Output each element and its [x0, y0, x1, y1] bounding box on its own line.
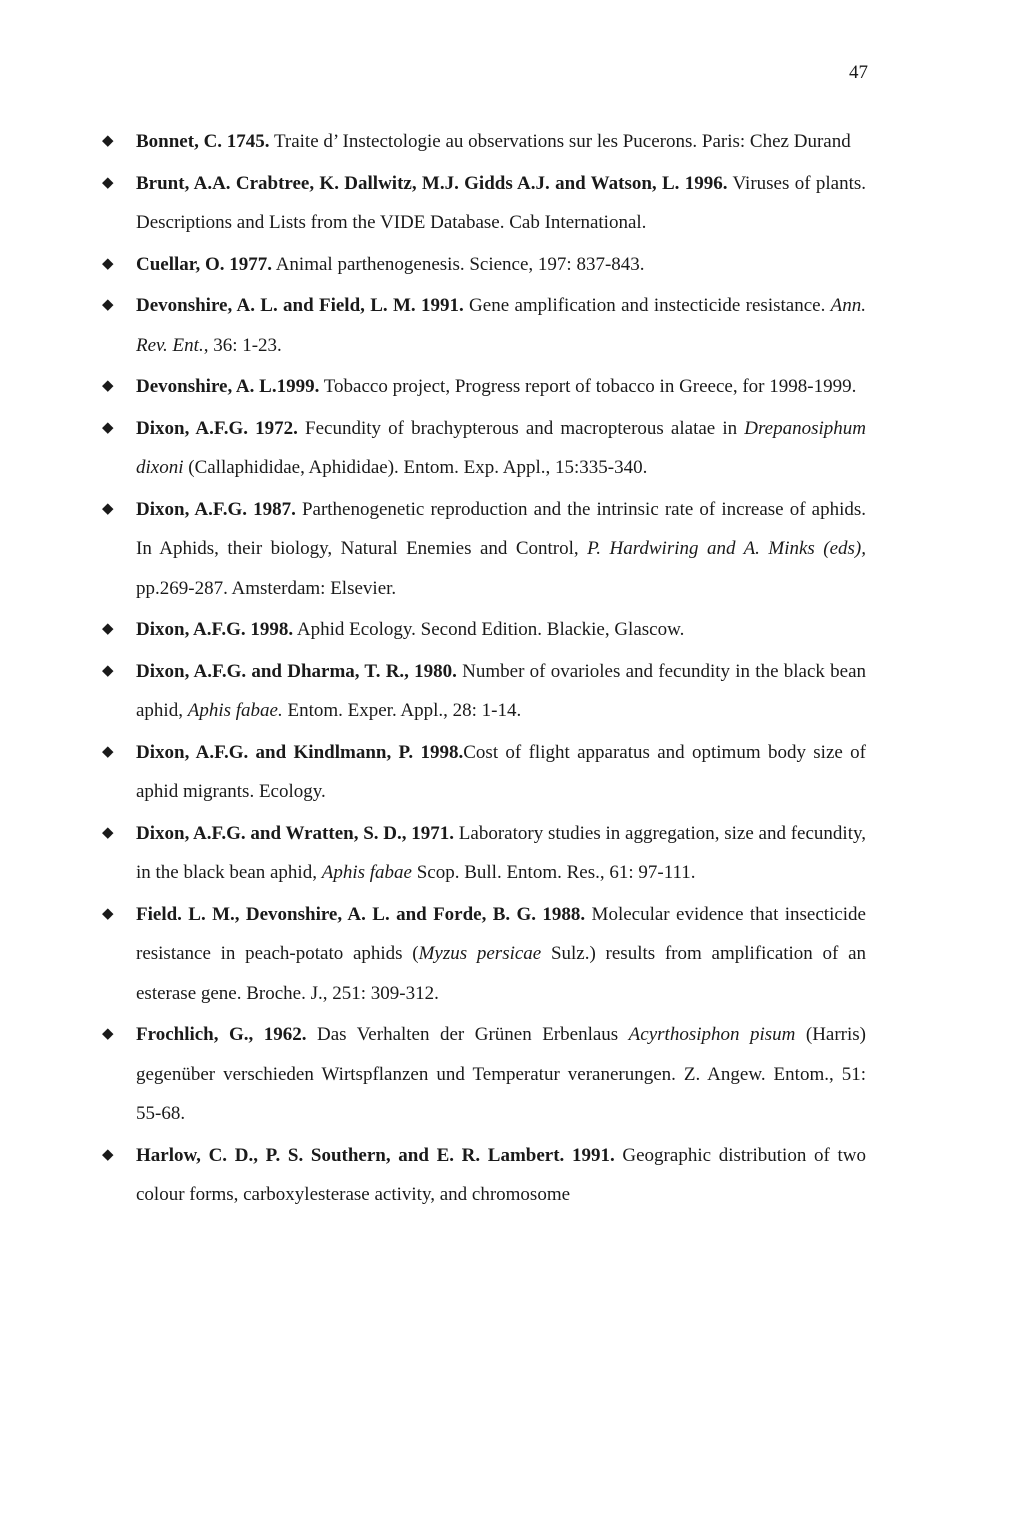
- reference-italic-text: Acyrthosiphon pisum: [628, 1024, 796, 1045]
- reference-text: Animal parthenogenesis. Science, 197: 837-843.: [272, 253, 645, 275]
- reference-text: , 36: 1-23.: [203, 334, 282, 356]
- diamond-bullet-icon: ◆: [102, 905, 114, 922]
- reference-author-year: Devonshire, A. L.1999.: [136, 376, 320, 397]
- reference-author-year: Dixon, A.F.G. and Wratten, S. D., 1971.: [136, 822, 455, 844]
- reference-entry: [102, 1136, 866, 1215]
- reference-text: Laboratory studies in aggregation, size and fecundity, in the black bean aphid,: [136, 822, 867, 883]
- reference-text: Aphid Ecology. Second Edition. Blackie, Glascow.: [293, 619, 685, 640]
- reference-italic-text: Aphis fabae: [321, 862, 412, 883]
- reference-author-year: Field. L. M., Devonshire, A. L. and Forde, B. G. 1988.: [136, 903, 586, 925]
- diamond-bullet-icon: ◆: [102, 621, 114, 637]
- reference-entry: [102, 286, 866, 365]
- diamond-bullet-icon: ◆: [102, 133, 114, 149]
- reference-author-year: Harlow, C. D., P. S. Southern, and E. R. Lambert. 1991.: [136, 1144, 615, 1166]
- diamond-bullet-icon: ◆: [102, 174, 114, 191]
- diamond-bullet-icon: ◆: [102, 662, 114, 679]
- reference-italic-text: P. Hardwiring and A. Minks (eds),: [587, 538, 867, 559]
- reference-text: Viruses of plants. Descriptions and Lists from the VIDE Database. Cab International.: [136, 172, 866, 233]
- reference-text: Molecular evidence that insecticide resistance in peach-potato aphids (: [136, 903, 866, 964]
- reference-italic-text: Aphis fabae.: [187, 700, 283, 721]
- reference-author-year: Brunt, A.A. Crabtree, K. Dallwitz, M.J. Gidds A.J. and Watson, L. 1996.: [136, 172, 728, 194]
- reference-text: Sulz.) results from amplification of an esterase gene. Broche. J., 251: 309-312.: [136, 943, 867, 1004]
- reference-author-year: Dixon, A.F.G. 1998.: [136, 619, 294, 640]
- reference-entry: [102, 1015, 866, 1134]
- reference-entry: [102, 610, 866, 650]
- reference-entry: [102, 245, 866, 285]
- reference-entry: [102, 895, 866, 1014]
- reference-text: Gene amplification and instecticide resistance.: [463, 295, 831, 316]
- reference-author-year: Devonshire, A. L. and Field, L. M. 1991.: [136, 295, 464, 316]
- diamond-bullet-icon: ◆: [102, 824, 114, 841]
- reference-text: (Harris) gegenüber verschieden Wirtspflanzen und Temperatur veranerungen. Z. Angew. Entom., 51: 55-68.: [136, 1024, 866, 1124]
- reference-entry: [102, 490, 866, 609]
- diamond-bullet-icon: ◆: [102, 297, 114, 313]
- reference-entry: [102, 367, 866, 407]
- reference-author-year: Bonnet, C. 1745.: [136, 131, 270, 152]
- diamond-bullet-icon: ◆: [102, 1146, 114, 1163]
- reference-text: Entom. Exper. Appl., 28: 1-14.: [282, 700, 522, 721]
- reference-entry: [102, 164, 866, 243]
- reference-entry: [102, 733, 866, 812]
- page-number: 47: [849, 62, 868, 83]
- reference-author-year: Dixon, A.F.G. 1987.: [136, 498, 296, 520]
- diamond-bullet-icon: ◆: [102, 255, 114, 272]
- reference-italic-text: Drepanosiphum dixoni: [136, 417, 866, 478]
- reference-list: [102, 122, 866, 1217]
- reference-italic-text: Myzus persicae: [418, 943, 542, 964]
- reference-text: Fecundity of brachypterous and macropterous alatae in: [297, 417, 745, 439]
- reference-text: Number of ovarioles and fecundity in the black bean aphid,: [136, 660, 866, 721]
- reference-text: (Callaphididae, Aphididae). Entom. Exp. Appl., 15:335-340.: [183, 457, 648, 478]
- reference-text: Scop. Bull. Entom. Res., 61: 97-111.: [411, 862, 696, 883]
- reference-entry: [102, 652, 866, 731]
- diamond-bullet-icon: ◆: [102, 1026, 114, 1042]
- reference-author-year: Dixon, A.F.G. 1972.: [136, 417, 298, 439]
- reference-text: Traite d’ Instectologie au observations sur les Pucerons. Paris: Chez Durand: [269, 131, 851, 152]
- reference-author-year: Dixon, A.F.G. and Kindlmann, P. 1998.: [136, 741, 464, 763]
- reference-text: Parthenogenetic reproduction and the intrinsic rate of increase of aphids. In Aphids, their biology, Natural Enemies and Control,: [136, 498, 866, 559]
- diamond-bullet-icon: ◆: [102, 378, 114, 394]
- reference-entry: [102, 409, 866, 488]
- reference-italic-text: Ann. Rev. Ent.: [136, 295, 867, 356]
- reference-text: Cost of flight apparatus and optimum body size of aphid migrants. Ecology.: [136, 741, 866, 802]
- diamond-bullet-icon: ◆: [102, 419, 114, 436]
- diamond-bullet-icon: ◆: [102, 500, 114, 517]
- reference-entry: [102, 122, 866, 162]
- reference-entry: [102, 814, 866, 893]
- diamond-bullet-icon: ◆: [102, 743, 114, 760]
- reference-text: Tobacco project, Progress report of tobacco in Greece, for 1998-1999.: [319, 376, 857, 397]
- reference-text: Geographic distribution of two colour forms, carboxylesterase activity, and chromosome: [136, 1144, 866, 1205]
- reference-author-year: Frochlich, G., 1962.: [136, 1024, 307, 1045]
- reference-text: Das Verhalten der Grünen Erbenlaus: [306, 1024, 629, 1045]
- reference-author-year: Dixon, A.F.G. and Dharma, T. R., 1980.: [136, 660, 457, 682]
- reference-author-year: Cuellar, O. 1977.: [136, 253, 272, 275]
- reference-text: pp.269-287. Amsterdam: Elsevier.: [136, 577, 397, 599]
